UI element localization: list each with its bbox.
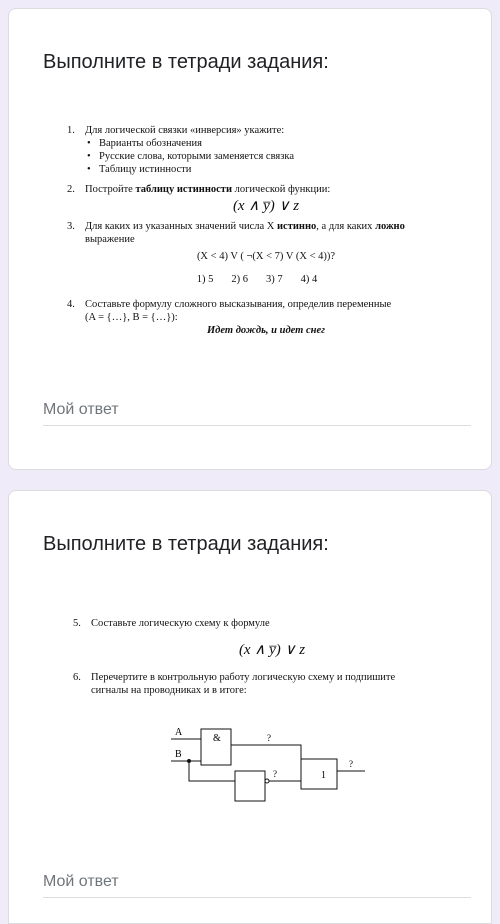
task-5-number: 5.: [73, 618, 81, 629]
task-1: [67, 124, 447, 176]
task-3-text-2: выражение: [85, 234, 135, 245]
task-4-text: Составьте формулу сложного высказывания, определив переменные: [85, 299, 392, 310]
assignment-image-2: [73, 617, 453, 704]
not-gate: [235, 771, 265, 801]
task-2-text: [85, 183, 447, 196]
assignment-image-1: [67, 124, 447, 344]
choice: 2) 6: [231, 274, 248, 285]
task-3-text-part: Для каких из указанных значений числа X: [85, 221, 277, 232]
task-2-text-part: Постройте: [85, 184, 136, 195]
logic-circuit-diagram: [149, 719, 389, 809]
input-a-label: A: [175, 727, 183, 738]
not-gate-bubble: [265, 779, 269, 783]
task-1-number: 1.: [67, 125, 75, 136]
question-title-2: Выполните в тетради задания:: [43, 533, 329, 555]
choice: 1) 5: [196, 274, 214, 285]
task-5-text: Составьте логическую схему к формуле: [91, 618, 270, 629]
task-6: [73, 671, 453, 697]
task-3-choices: [85, 273, 447, 286]
or-gate-label: 1: [321, 770, 326, 781]
task-1-bullet: • Варианты обозначения: [87, 138, 202, 149]
task-3-number: 3.: [67, 221, 75, 232]
or-gate: [301, 759, 337, 789]
choice: 4) 4: [300, 274, 318, 285]
task-5-formula: (x ∧ y̅) ∨ z: [238, 642, 306, 658]
answer-field-2[interactable]: [43, 873, 471, 898]
bullet-text: Варианты обозначения: [99, 138, 202, 149]
task-2: [67, 183, 447, 213]
choice: 3) 7: [266, 274, 283, 285]
answer-field-1[interactable]: [43, 401, 471, 426]
answer-underline: [43, 897, 471, 898]
task-5: [73, 617, 453, 657]
task-2-number: 2.: [67, 184, 75, 195]
task-4: [67, 298, 447, 337]
task-3-expression: (X < 4) V ( ¬(X < 7) V (X < 4))?: [196, 251, 336, 262]
bullet-text: Таблицу истинности: [99, 164, 192, 175]
answer-placeholder[interactable]: Мой ответ: [43, 873, 119, 890]
task-3-bold: ложно: [375, 221, 405, 232]
answer-underline: [43, 425, 471, 426]
task-6-text: Перечертите в контрольную работу логическую схему и подпишите: [91, 672, 396, 683]
signal-q1: ?: [267, 733, 271, 743]
task-3-bold: истинно: [277, 221, 317, 232]
task-1-text: Для логической связки «инверсия» укажите:: [85, 125, 285, 136]
input-b-label: B: [175, 749, 182, 760]
task-2-text-bold: таблицу истинности: [135, 184, 232, 195]
task-6-text-2: сигналы на проводниках и в итоге:: [91, 685, 247, 696]
question-title-1: Выполните в тетради задания:: [43, 51, 329, 73]
wire-and-out: [231, 745, 301, 763]
question-card-2: [8, 490, 492, 924]
signal-q2: ?: [273, 769, 277, 779]
task-1-bullets: [85, 137, 447, 176]
task-3-text-part: , а для каких: [316, 221, 376, 232]
task-4-sentence: Идет дождь, и идет снег: [207, 325, 325, 336]
question-card-1: [8, 8, 492, 470]
answer-placeholder[interactable]: Мой ответ: [43, 401, 119, 418]
signal-q3: ?: [349, 759, 353, 769]
task-3: [67, 220, 447, 286]
task-4-number: 4.: [67, 299, 75, 310]
task-2-text-part: логической функции:: [232, 184, 331, 195]
task-2-formula: (x ∧ y̅) ∨ z: [232, 198, 300, 214]
task-3-text: [85, 220, 447, 233]
task-1-bullet: • Таблицу истинности: [87, 164, 192, 175]
task-4-text-2: (A = {…}, B = {…}):: [85, 312, 178, 323]
and-gate-label: &: [213, 733, 221, 744]
task-6-number: 6.: [73, 672, 81, 683]
task-1-bullet: • Русские слова, которыми заменяется связка: [87, 151, 294, 162]
bullet-text: Русские слова, которыми заменяется связка: [99, 151, 294, 162]
